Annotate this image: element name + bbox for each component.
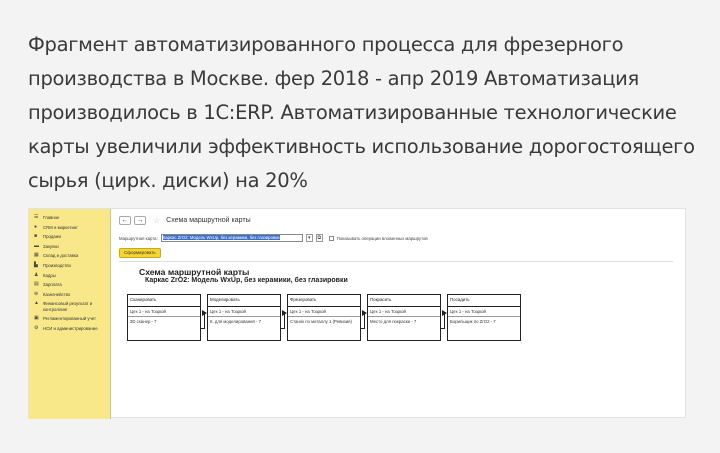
sidebar-item-label: Кадры xyxy=(43,272,56,278)
sidebar-item[interactable] xyxy=(34,234,110,239)
toolbar xyxy=(119,216,251,225)
operation-equipment: 3D сканер - 7 xyxy=(130,319,157,324)
sidebar-item[interactable] xyxy=(34,215,110,220)
operation-box[interactable] xyxy=(447,294,521,341)
sidebar-item[interactable] xyxy=(34,326,110,331)
sidebar-item[interactable] xyxy=(34,263,110,268)
operation-workcenter: Цех 1 - на Тощкой xyxy=(368,307,440,317)
route-card-input[interactable] xyxy=(161,234,303,242)
route-card-label: Маршрутная карта: xyxy=(119,235,158,241)
form-button[interactable]: Сформировать xyxy=(119,248,161,258)
sidebar-item-label: Продажи xyxy=(43,234,61,240)
operation-equipment: Борильщик по ZrO2 - 7 xyxy=(450,319,496,324)
sidebar-item[interactable] xyxy=(34,244,110,249)
operation-box[interactable] xyxy=(127,294,201,341)
sidebar-item-label: Производство xyxy=(43,262,72,268)
sidebar-item-label: Регламентированный учет xyxy=(43,316,96,322)
operation-box[interactable] xyxy=(367,294,441,341)
operation-name: Сканировать xyxy=(128,295,200,307)
forward-button[interactable]: → xyxy=(134,216,146,225)
sidebar-item-label: Финансовый результат и контроллинг xyxy=(43,301,93,312)
sidebar-item[interactable] xyxy=(34,301,110,312)
report-title: Схема маршрутной карты xyxy=(139,267,250,277)
sidebar-item[interactable] xyxy=(34,292,110,297)
salary-icon: ▤ xyxy=(34,281,39,288)
operation-box[interactable] xyxy=(287,294,361,341)
operation-equipment: Станок по металлу 1 (Ревизия) xyxy=(290,319,352,324)
sidebar-item[interactable] xyxy=(34,273,110,278)
treasury-icon: ⊛ xyxy=(34,290,39,297)
operation-workcenter: Цех 1 - на Тощкой xyxy=(128,307,200,317)
crm-icon: ● xyxy=(34,223,38,230)
sales-icon: ■ xyxy=(34,233,38,240)
operation-workcenter: Цех 1 - на Тощкой xyxy=(448,307,520,317)
report-subtitle: Каркас ZrO2: Модель WxUp, без керамики, без глазировки xyxy=(145,277,348,284)
operation-name: Фрезеровать xyxy=(288,295,360,307)
sidebar-item-label: Зарплата xyxy=(43,282,62,288)
report-area xyxy=(119,261,673,416)
operation-box[interactable] xyxy=(207,294,281,341)
operation-equipment: К. для моделирования - 7 xyxy=(210,319,262,324)
sidebar-item-label: Казначейство xyxy=(43,291,71,297)
sidebar-item[interactable] xyxy=(34,225,110,230)
staff-icon: ♟ xyxy=(34,271,39,278)
sidebar-item[interactable] xyxy=(34,282,110,287)
dropdown-icon[interactable]: ▾ xyxy=(306,234,313,242)
production-icon: ▙ xyxy=(34,261,38,268)
route-card-param xyxy=(119,234,428,242)
open-icon[interactable]: ⧉ xyxy=(317,235,322,241)
sidebar-item-label: CRM и маркетинг xyxy=(43,224,78,230)
sidebar xyxy=(29,209,111,419)
favorite-star-icon[interactable]: ☆ xyxy=(153,216,161,225)
window-title: Схема маршрутной карты xyxy=(166,217,251,224)
nsi-icon: ⚙ xyxy=(34,324,39,331)
sidebar-item-label: Склад и доставка xyxy=(43,253,79,259)
operation-name: Покрасить xyxy=(368,295,440,307)
sidebar-item[interactable] xyxy=(34,253,110,258)
erp-screenshot xyxy=(28,208,686,418)
nested-routes-label: Показывать операции вложенных маршрутов xyxy=(336,235,428,241)
sidebar-item-label: Главное xyxy=(43,215,60,220)
warehouse-icon: ▦ xyxy=(34,252,39,259)
finance-icon: ▲ xyxy=(34,300,39,307)
sidebar-item-label: НСИ и администрирование xyxy=(43,325,98,331)
operation-workcenter: Цех 1 - на Тощкой xyxy=(288,307,360,317)
intro-paragraph: Фрагмент автоматизированного процесса для фрезерного производства в Москве. фер 2018 - апр 2019 Автоматизация производилось в 1С:ERP. Автоматизированные технологические карты увеличили эффективность использование дорогостоящего сырья (цирк. диски) на 20% xyxy=(28,33,695,192)
accounting-icon: ▣ xyxy=(34,315,39,322)
nested-routes-checkbox[interactable] xyxy=(329,236,334,241)
sidebar-item[interactable] xyxy=(34,316,110,321)
back-button[interactable]: ← xyxy=(119,216,131,225)
operation-equipment: Место для покраски - 7 xyxy=(370,319,417,324)
operation-workcenter: Цех 1 - на Тощкой xyxy=(208,307,280,317)
menu-icon: ☰ xyxy=(34,214,39,220)
route-card-value: Каркас ZrO2: Модель WxUp, без керамики, без глазировки xyxy=(162,235,280,240)
purchases-icon: ▬ xyxy=(34,242,39,249)
operation-name: Посадить xyxy=(448,295,520,307)
operation-name: Моделировать xyxy=(208,295,280,307)
main-area xyxy=(111,209,685,417)
sidebar-item-label: Закупки xyxy=(43,243,59,249)
